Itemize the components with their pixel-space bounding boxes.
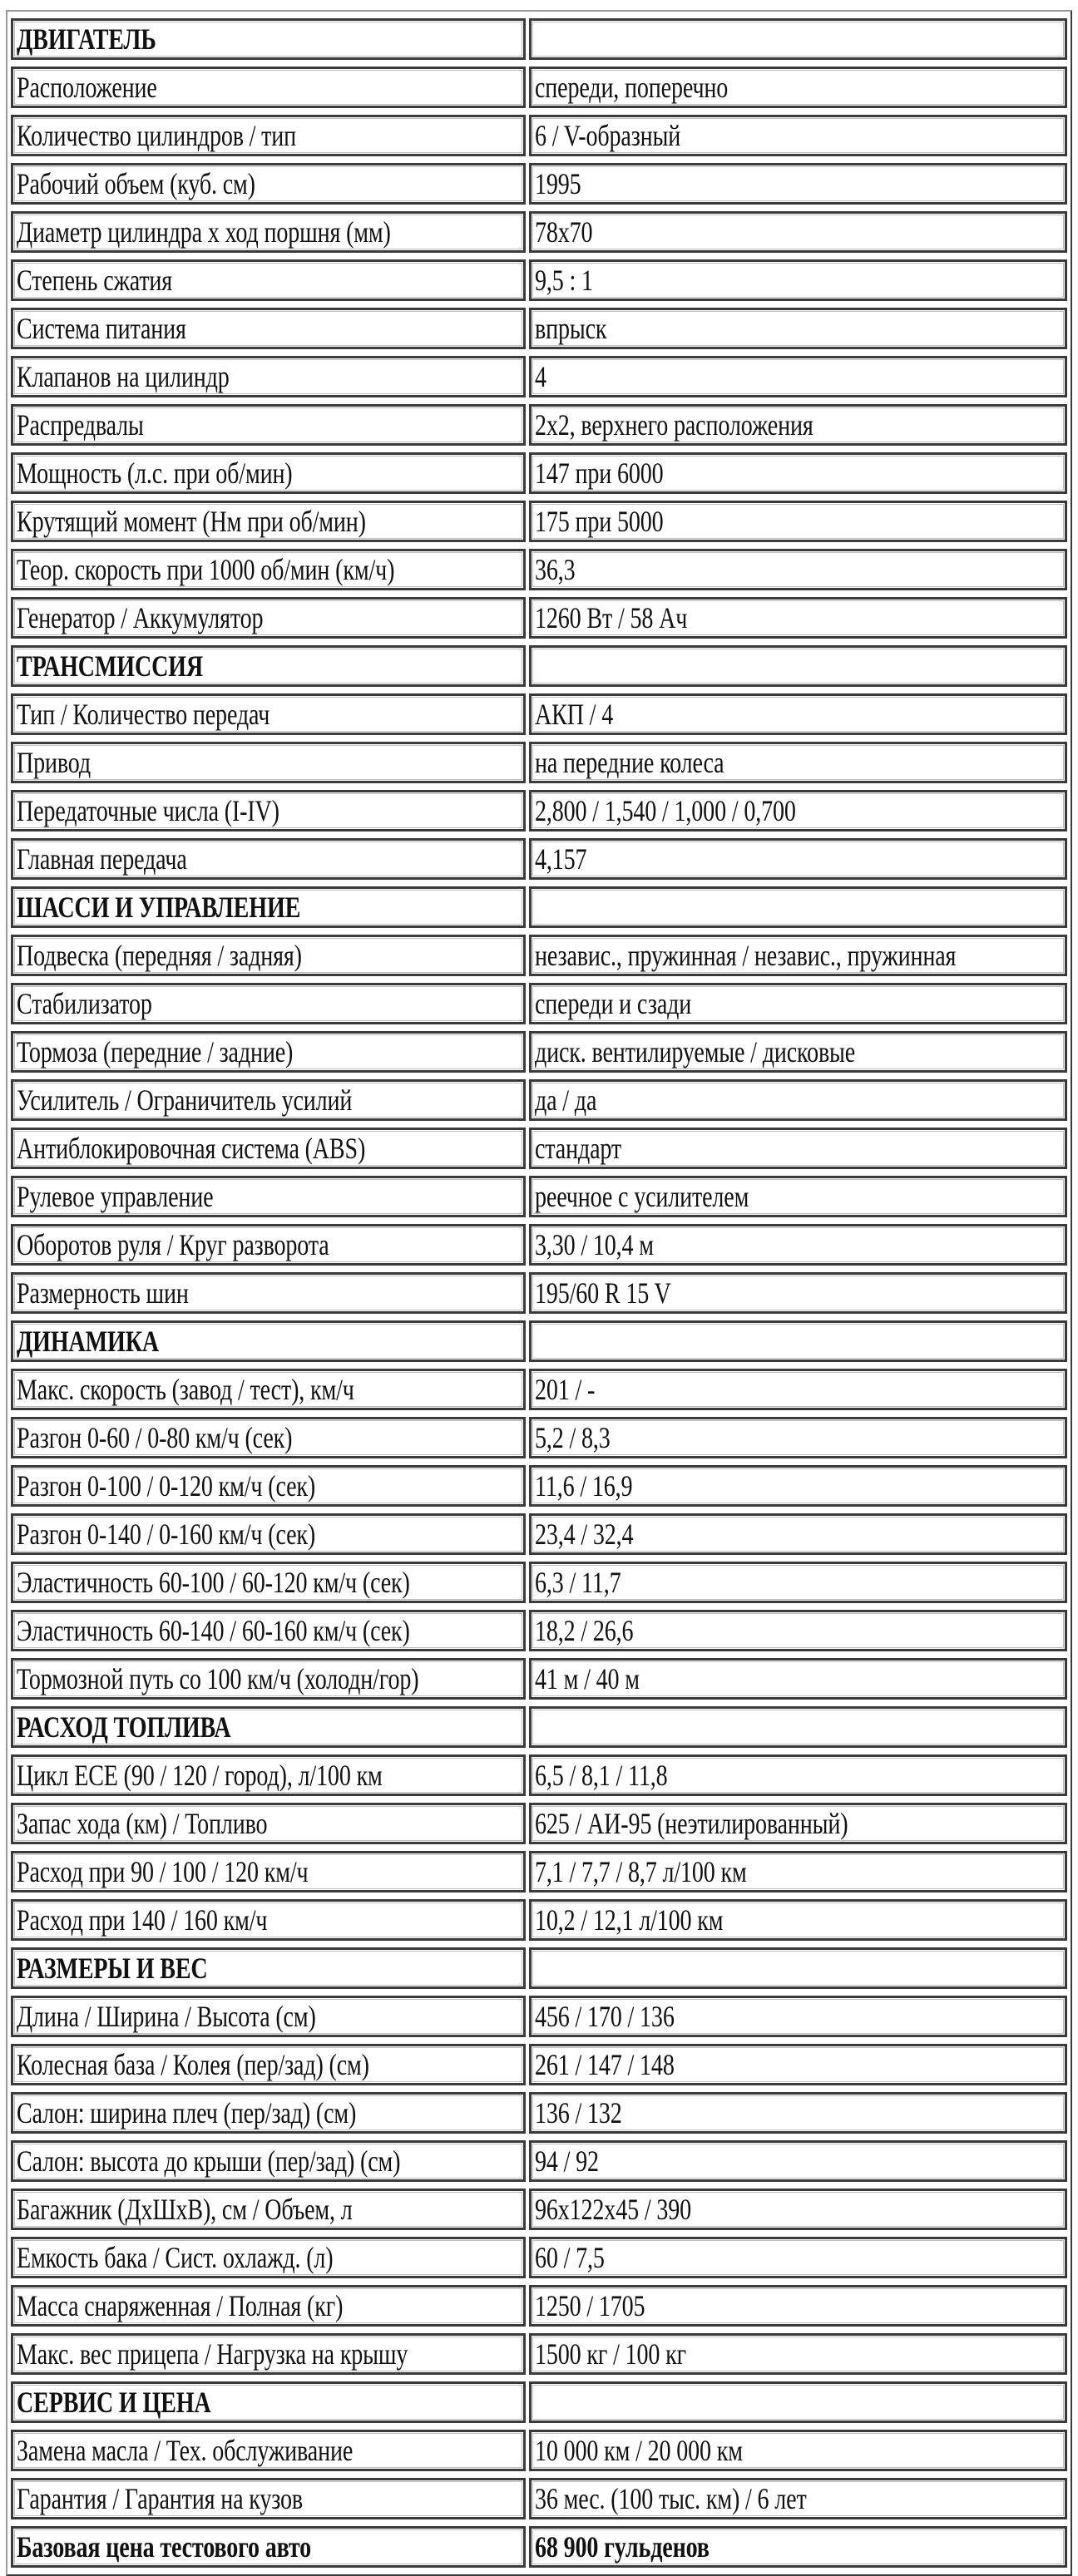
spec-value: 201 / -	[534, 1373, 596, 1406]
label-cell	[11, 1947, 526, 1989]
value-cell	[529, 838, 1067, 880]
spec-row	[11, 1224, 1067, 1266]
spec-value: 261 / 147 / 148	[534, 2048, 675, 2081]
spec-value: 4	[534, 360, 546, 393]
spec-value: стандарт	[534, 1132, 621, 1165]
value-cell	[529, 645, 1067, 687]
spec-value: 4,157	[534, 842, 587, 876]
value-cell	[529, 1996, 1067, 2037]
value-cell	[529, 2189, 1067, 2230]
spec-label: Распредвалы	[17, 408, 144, 442]
label-cell	[11, 404, 526, 446]
spec-value: 2x2, верхнего расположения	[534, 408, 813, 442]
spec-label: Усилитель / Ограничитель усилий	[17, 1083, 353, 1117]
label-cell	[11, 163, 526, 205]
spec-label: ШАССИ И УПРАВЛЕНИЕ	[17, 891, 301, 924]
spec-row	[11, 163, 1067, 205]
spec-label: Длина / Ширина / Высота (см)	[17, 2000, 316, 2033]
spec-label: Передаточные числа (I-IV)	[17, 794, 279, 827]
spec-value: диск. вентилируемые / дисковые	[534, 1035, 855, 1068]
value-cell	[529, 1176, 1067, 1217]
label-cell	[11, 549, 526, 590]
label-cell	[11, 1610, 526, 1651]
label-cell	[11, 18, 526, 60]
section-header-row	[11, 1947, 1067, 1989]
spec-row	[11, 404, 1067, 446]
label-cell	[11, 1851, 526, 1893]
spec-row	[11, 1803, 1067, 1844]
spec-row	[11, 1899, 1067, 1941]
label-cell	[11, 1465, 526, 1507]
spec-label: Расход при 140 / 160 км/ч	[17, 1903, 268, 1937]
value-cell	[529, 1128, 1067, 1169]
spec-label: Емкость бака / Сист. охлажд. (л)	[17, 2241, 334, 2274]
spec-value: да / да	[534, 1083, 597, 1117]
spec-label: СЕРВИС И ЦЕНА	[17, 2386, 211, 2419]
value-cell	[529, 452, 1067, 494]
value-cell	[529, 259, 1067, 301]
spec-value: 6 / V-образный	[534, 119, 681, 152]
label-cell	[11, 935, 526, 976]
value-cell	[529, 983, 1067, 1024]
section-header-row	[11, 1706, 1067, 1748]
section-header-row	[11, 2381, 1067, 2423]
spec-label: Цикл ECE (90 / 120 / город), л/100 км	[17, 1759, 383, 1792]
spec-row	[11, 1272, 1067, 1314]
spec-value: 195/60 R 15 V	[534, 1276, 671, 1310]
spec-row	[11, 211, 1067, 253]
label-cell	[11, 1754, 526, 1796]
label-cell	[11, 2333, 526, 2375]
spec-row	[11, 790, 1067, 832]
value-cell	[529, 2430, 1067, 2471]
label-cell	[11, 2237, 526, 2278]
spec-label: Генератор / Аккумулятор	[17, 601, 264, 634]
spec-value: 6,3 / 11,7	[534, 1566, 621, 1599]
spec-value: 18,2 / 26,6	[534, 1614, 634, 1647]
spec-value: спереди и сзади	[534, 987, 692, 1020]
spec-label: ДИНАМИКА	[17, 1325, 160, 1358]
spec-table-body	[11, 18, 1067, 2568]
spec-row	[11, 2333, 1067, 2375]
spec-row	[11, 597, 1067, 639]
label-cell	[11, 2285, 526, 2327]
label-cell	[11, 1272, 526, 1314]
label-cell	[11, 2044, 526, 2085]
label-cell	[11, 308, 526, 349]
spec-value: 41 м / 40 м	[534, 1662, 640, 1695]
label-cell	[11, 2092, 526, 2134]
label-cell	[11, 259, 526, 301]
spec-row	[11, 2140, 1067, 2182]
label-cell	[11, 1176, 526, 1217]
spec-value: 1260 Вт / 58 Ач	[534, 601, 688, 634]
spec-label: Тип / Количество передач	[17, 698, 270, 731]
spec-value: 68 900 гульденов	[534, 2530, 710, 2564]
spec-value: 2,800 / 1,540 / 1,000 / 0,700	[534, 794, 796, 827]
value-cell	[529, 2478, 1067, 2519]
label-cell	[11, 645, 526, 687]
spec-label: Расход при 90 / 100 / 120 км/ч	[17, 1855, 309, 1888]
spec-label: ДВИГАТЕЛЬ	[17, 22, 156, 56]
spec-row	[11, 1079, 1067, 1121]
label-cell	[11, 2478, 526, 2519]
spec-label: Рулевое управление	[17, 1180, 214, 1213]
value-cell	[529, 1224, 1067, 1266]
value-cell	[529, 1851, 1067, 1893]
spec-label: Багажник (ДхШхВ), см / Объем, л	[17, 2193, 353, 2226]
spec-label: Тормоза (передние / задние)	[17, 1035, 294, 1068]
spec-row	[11, 1176, 1067, 1217]
value-cell	[529, 115, 1067, 156]
spec-value: 7,1 / 7,7 / 8,7 л/100 км	[534, 1855, 747, 1888]
spec-label: РАЗМЕРЫ И ВЕС	[17, 1952, 208, 1985]
spec-value: 10,2 / 12,1 л/100 км	[534, 1903, 724, 1937]
label-cell	[11, 838, 526, 880]
label-cell	[11, 1996, 526, 2037]
label-cell	[11, 211, 526, 253]
spec-value: 36,3	[534, 553, 576, 586]
spec-row	[11, 693, 1067, 735]
value-cell	[529, 1320, 1067, 1362]
label-cell	[11, 1417, 526, 1458]
spec-row	[11, 1031, 1067, 1073]
spec-label: Рабочий объем (куб. см)	[17, 167, 255, 200]
spec-value: 9,5 : 1	[534, 264, 593, 297]
spec-value: 5,2 / 8,3	[534, 1421, 611, 1454]
section-header-row	[11, 1320, 1067, 1362]
spec-label: Разгон 0-140 / 0-160 км/ч (сек)	[17, 1517, 316, 1551]
value-cell	[529, 18, 1067, 60]
spec-value: 625 / АИ-95 (неэтилированный)	[534, 1807, 848, 1840]
value-cell	[529, 1899, 1067, 1941]
spec-row	[11, 1465, 1067, 1507]
value-cell	[529, 790, 1067, 832]
spec-value: 96x122x45 / 390	[534, 2193, 691, 2226]
spec-value: 94 / 92	[534, 2144, 599, 2178]
section-header-row	[11, 886, 1067, 928]
value-cell	[529, 1754, 1067, 1796]
spec-value: 1250 / 1705	[534, 2289, 645, 2322]
spec-label: Эластичность 60-140 / 60-160 км/ч (сек)	[17, 1614, 410, 1647]
label-cell	[11, 356, 526, 397]
label-cell	[11, 2430, 526, 2471]
label-cell	[11, 1369, 526, 1410]
spec-row	[11, 2237, 1067, 2278]
spec-row	[11, 2285, 1067, 2327]
value-cell	[529, 2285, 1067, 2327]
spec-label: Тормозной путь со 100 км/ч (холодн/гор)	[17, 1662, 419, 1695]
label-cell	[11, 2189, 526, 2230]
spec-label: РАСХОД ТОПЛИВА	[17, 1710, 231, 1744]
label-cell	[11, 1320, 526, 1362]
value-cell	[529, 1610, 1067, 1651]
value-cell	[529, 1706, 1067, 1748]
spec-value: 10 000 км / 20 000 км	[534, 2434, 743, 2467]
label-cell	[11, 983, 526, 1024]
label-cell	[11, 790, 526, 832]
section-header-row	[11, 18, 1067, 60]
spec-label: Диаметр цилиндра x ход поршня (мм)	[17, 215, 391, 249]
value-cell	[529, 935, 1067, 976]
price-row	[11, 2526, 1067, 2568]
spec-value: 147 при 6000	[534, 456, 664, 490]
spec-label: Клапанов на цилиндр	[17, 360, 230, 393]
value-cell	[529, 1947, 1067, 1989]
spec-label: Оборотов руля / Круг разворота	[17, 1228, 329, 1261]
value-cell	[529, 2381, 1067, 2423]
section-header-row	[11, 645, 1067, 687]
spec-row	[11, 1562, 1067, 1603]
label-cell	[11, 1658, 526, 1700]
spec-row	[11, 1369, 1067, 1410]
value-cell	[529, 163, 1067, 205]
spec-label: Колесная база / Колея (пер/зад) (см)	[17, 2048, 369, 2081]
spec-value: 78x70	[534, 215, 593, 249]
spec-row	[11, 1996, 1067, 2037]
label-cell	[11, 2381, 526, 2423]
spec-row	[11, 2092, 1067, 2134]
label-cell	[11, 742, 526, 783]
value-cell	[529, 1272, 1067, 1314]
spec-row	[11, 308, 1067, 349]
value-cell	[529, 2092, 1067, 2134]
label-cell	[11, 115, 526, 156]
label-cell	[11, 1899, 526, 1941]
spec-row	[11, 2189, 1067, 2230]
spec-value: 3,30 / 10,4 м	[534, 1228, 654, 1261]
spec-label: Количество цилиндров / тип	[17, 119, 297, 152]
value-cell	[529, 1513, 1067, 1555]
spec-row	[11, 1513, 1067, 1555]
spec-label: Макс. скорость (завод / тест), км/ч	[17, 1373, 354, 1406]
value-cell	[529, 308, 1067, 349]
spec-label: Расположение	[17, 71, 157, 104]
spec-row	[11, 1128, 1067, 1169]
spec-label: Замена масла / Тех. обслуживание	[17, 2434, 354, 2467]
spec-label: Степень сжатия	[17, 264, 173, 297]
value-cell	[529, 2333, 1067, 2375]
spec-row	[11, 115, 1067, 156]
value-cell	[529, 886, 1067, 928]
spec-value: 11,6 / 16,9	[534, 1469, 633, 1503]
spec-value: 23,4 / 32,4	[534, 1517, 634, 1551]
label-cell	[11, 1224, 526, 1266]
spec-value: АКП / 4	[534, 698, 614, 731]
value-cell	[529, 597, 1067, 639]
spec-row	[11, 67, 1067, 108]
spec-table	[6, 10, 1072, 2576]
spec-value: 136 / 132	[534, 2096, 622, 2129]
label-cell	[11, 67, 526, 108]
spec-row	[11, 2478, 1067, 2519]
spec-label: Разгон 0-60 / 0-80 км/ч (сек)	[17, 1421, 293, 1454]
spec-row	[11, 356, 1067, 397]
spec-row	[11, 935, 1067, 976]
spec-label: Базовая цена тестового авто	[17, 2530, 312, 2564]
value-cell	[529, 404, 1067, 446]
spec-row	[11, 549, 1067, 590]
label-cell	[11, 1031, 526, 1073]
value-cell	[529, 693, 1067, 735]
spec-label: Салон: ширина плеч (пер/зад) (см)	[17, 2096, 357, 2129]
spec-value: на передние колеса	[534, 746, 724, 779]
value-cell	[529, 211, 1067, 253]
label-cell	[11, 501, 526, 542]
spec-row	[11, 983, 1067, 1024]
spec-row	[11, 1610, 1067, 1651]
value-cell	[529, 1803, 1067, 1844]
spec-row	[11, 838, 1067, 880]
spec-row	[11, 501, 1067, 542]
spec-label: Гарантия / Гарантия на кузов	[17, 2482, 304, 2515]
spec-label: Главная передача	[17, 842, 187, 876]
spec-row	[11, 259, 1067, 301]
spec-label: Стабилизатор	[17, 987, 152, 1020]
label-cell	[11, 886, 526, 928]
spec-row	[11, 1417, 1067, 1458]
spec-label: Теор. скорость при 1000 об/мин (км/ч)	[17, 553, 395, 586]
spec-value: 36 мес. (100 тыс. км) / 6 лет	[534, 2482, 807, 2515]
spec-value: 1500 кг / 100 кг	[534, 2337, 686, 2371]
value-cell	[529, 549, 1067, 590]
value-cell	[529, 1465, 1067, 1507]
spec-row	[11, 2044, 1067, 2085]
value-cell	[529, 742, 1067, 783]
value-cell	[529, 2526, 1067, 2568]
spec-row	[11, 2430, 1067, 2471]
value-cell	[529, 2237, 1067, 2278]
spec-label: Мощность (л.с. при об/мин)	[17, 456, 293, 490]
value-cell	[529, 2044, 1067, 2085]
spec-row	[11, 452, 1067, 494]
value-cell	[529, 2140, 1067, 2182]
spec-row	[11, 1754, 1067, 1796]
spec-value: 6,5 / 8,1 / 11,8	[534, 1759, 668, 1792]
spec-row	[11, 1851, 1067, 1893]
spec-value: независ., пружинная / независ., пружинная	[534, 939, 957, 972]
label-cell	[11, 1079, 526, 1121]
spec-value: 1995	[534, 167, 581, 200]
label-cell	[11, 1562, 526, 1603]
spec-label: Система питания	[17, 312, 186, 345]
label-cell	[11, 693, 526, 735]
value-cell	[529, 501, 1067, 542]
value-cell	[529, 1031, 1067, 1073]
label-cell	[11, 1513, 526, 1555]
spec-value: спереди, поперечно	[534, 71, 729, 104]
value-cell	[529, 1562, 1067, 1603]
spec-label: Салон: высота до крыши (пер/зад) (см)	[17, 2144, 401, 2178]
spec-label: Эластичность 60-100 / 60-120 км/ч (сек)	[17, 1566, 410, 1599]
label-cell	[11, 597, 526, 639]
label-cell	[11, 2526, 526, 2568]
spec-value: впрыск	[534, 312, 607, 345]
spec-label: Запас хода (км) / Топливо	[17, 1807, 268, 1840]
label-cell	[11, 452, 526, 494]
spec-value: реечное с усилителем	[534, 1180, 749, 1213]
label-cell	[11, 1706, 526, 1748]
spec-label: Разгон 0-100 / 0-120 км/ч (сек)	[17, 1469, 316, 1503]
spec-label: ТРАНСМИССИЯ	[17, 649, 203, 683]
label-cell	[11, 1803, 526, 1844]
spec-label: Антиблокировочная система (ABS)	[17, 1132, 366, 1165]
value-cell	[529, 1369, 1067, 1410]
value-cell	[529, 356, 1067, 397]
spec-value: 60 / 7,5	[534, 2241, 605, 2274]
spec-label: Привод	[17, 746, 91, 779]
spec-label: Крутящий момент (Нм при об/мин)	[17, 505, 366, 538]
value-cell	[529, 67, 1067, 108]
spec-row	[11, 1658, 1067, 1700]
spec-label: Макс. вес прицепа / Нагрузка на крышу	[17, 2337, 408, 2371]
spec-label: Масса снаряженная / Полная (кг)	[17, 2289, 344, 2322]
spec-label: Подвеска (передняя / задняя)	[17, 939, 302, 972]
spec-row	[11, 742, 1067, 783]
value-cell	[529, 1658, 1067, 1700]
spec-label: Размерность шин	[17, 1276, 189, 1310]
spec-value: 175 при 5000	[534, 505, 664, 538]
label-cell	[11, 1128, 526, 1169]
spec-value: 456 / 170 / 136	[534, 2000, 675, 2033]
value-cell	[529, 1079, 1067, 1121]
label-cell	[11, 2140, 526, 2182]
value-cell	[529, 1417, 1067, 1458]
